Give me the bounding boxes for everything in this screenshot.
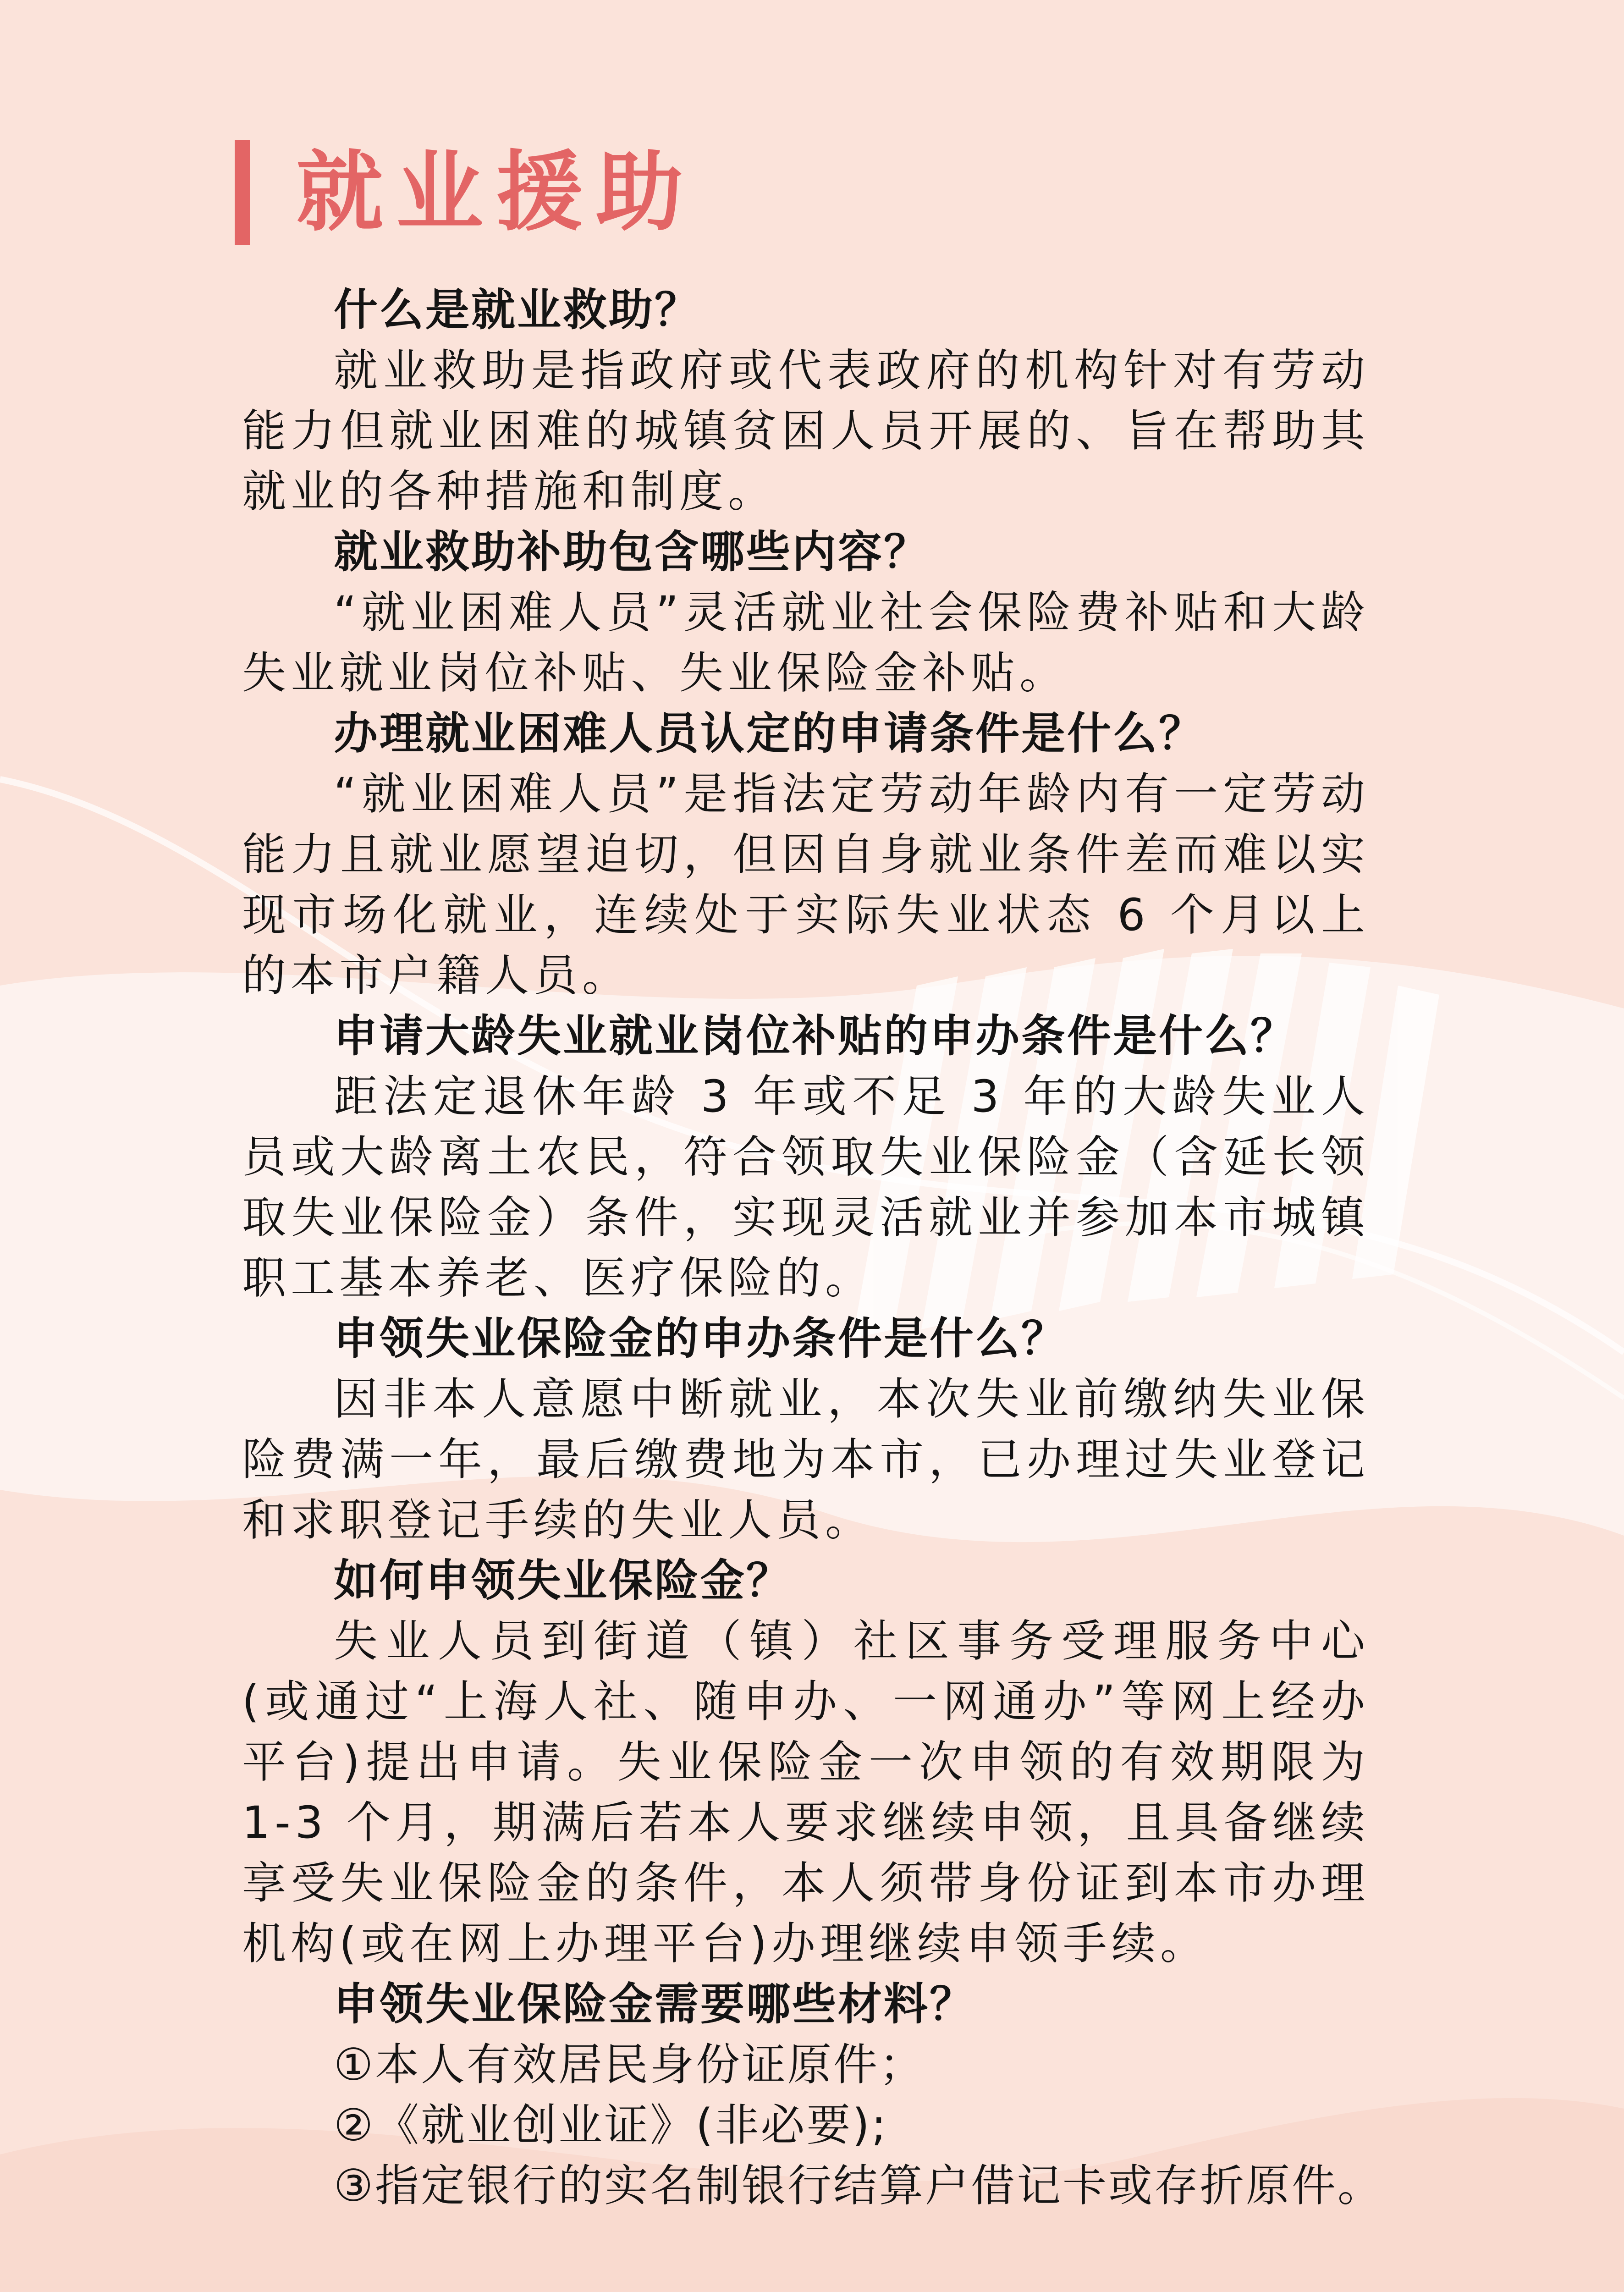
answer-2: “就业困难人员”灵活就业社会保险费补贴和大龄失业就业岗位补贴、失业保险金补贴。 bbox=[242, 587, 1370, 699]
answer-4: 距法定退休年龄 3 年或不足 3 年的大龄失业人员或大龄离土农民，符合领取失业保险金（含延长领取失业保险金）条件，实现灵活就业并参加本市城镇职工基本养老、医疗保险的。 bbox=[242, 1071, 1370, 1304]
material-item: ①本人有效居民身份证原件； bbox=[334, 2039, 925, 2090]
answer-1: 就业救助是指政府或代表政府的机构针对有劳动能力但就业困难的城镇贫困人员开展的、旨在帮助其就业的各种措施和制度。 bbox=[242, 345, 1370, 517]
material-item: ③指定银行的实名制银行结算户借记卡或存折原件。 bbox=[334, 2160, 1384, 2211]
question-6: 如何申领失业保险金？ bbox=[334, 1555, 792, 1606]
answer-5: 因非本人意愿中断就业，本次失业前缴纳失业保险费满一年，最后缴费地为本市，已办理过失业登记和求职登记手续的失业人员。 bbox=[242, 1373, 1370, 1546]
question-3: 办理就业困难人员认定的申请条件是什么？ bbox=[334, 708, 1205, 759]
employment-aid-body bbox=[242, 280, 1384, 2216]
question-4: 申请大龄失业就业岗位补贴的申办条件是什么？ bbox=[334, 1010, 1296, 1062]
question-5: 申领失业保险金的申办条件是什么？ bbox=[334, 1313, 1067, 1364]
section-title-employment-aid: 就业援助 bbox=[235, 140, 696, 245]
answer-6: 失业人员到街道（镇）社区事务受理服务中心(或通过“上海人社、随申办、一网通办”等网上经办平台)提出申请。失业保险金一次申领的有效期限为 1-3 个月，期满后若本人要求继续申领，且具备继续享受失业保险金的条件，本人须带身份证到本市办理机构(或在网上办理平台)办理继续申领手续。 bbox=[242, 1615, 1370, 1969]
question-1: 什么是就业救助？ bbox=[334, 284, 700, 336]
question-2: 就业救助补助包含哪些内容？ bbox=[334, 526, 930, 578]
material-item: ②《就业创业证》(非必要); bbox=[334, 2099, 888, 2151]
answer-3: “就业困难人员”是指法定劳动年龄内有一定劳动能力且就业愿望迫切，但因自身就业条件差而难以实现市场化就业，连续处于实际失业状态 6 个月以上的本市户籍人员。 bbox=[242, 768, 1370, 1001]
question-materials: 申领失业保险金需要哪些材料？ bbox=[334, 1978, 975, 2030]
